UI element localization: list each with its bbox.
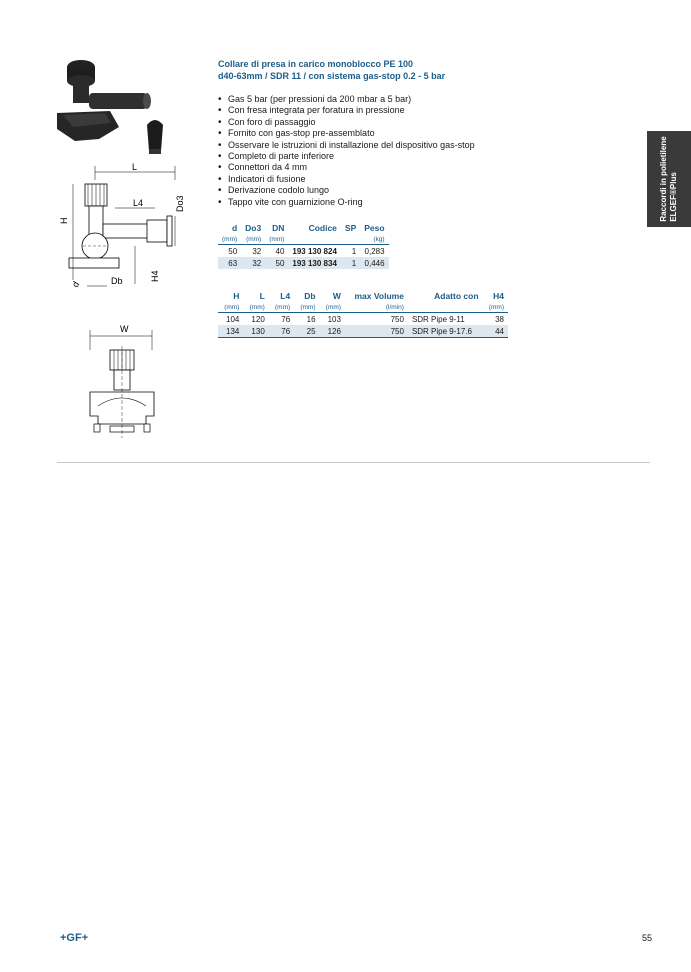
- page-number: 55: [641, 933, 652, 943]
- feature-item: • Indicatori di fusione: [218, 174, 578, 185]
- table-unit-row: [218, 234, 389, 245]
- unit-cell: (kg): [360, 234, 388, 245]
- dim-Db-label: Db: [111, 276, 123, 286]
- cell: 193 130 824: [292, 246, 337, 256]
- feature-item: • Osservare le istruzioni di installazione del dispositivo gas-stop: [218, 140, 578, 151]
- table-header-row: [218, 222, 389, 234]
- feature-item: • Connettori da 4 mm: [218, 162, 578, 173]
- dim-L-label: L: [132, 162, 138, 172]
- col-header-adatto-con: Adatto con: [434, 291, 479, 301]
- cell: 38: [495, 314, 504, 324]
- col-header-d: d: [231, 223, 238, 233]
- spec-table-codes: [218, 222, 389, 269]
- col-header-peso: Peso: [364, 223, 385, 233]
- feature-list: [218, 94, 578, 208]
- title-line-2: d40-63mm / SDR 11 / con sistema gas-stop 0.2 - 5 bar: [218, 71, 446, 81]
- cell: 130: [243, 325, 268, 338]
- feature-item: • Fornito con gas-stop pre-assemblato: [218, 128, 578, 139]
- col-header-w: W: [332, 291, 341, 301]
- col-header-codice: Codice: [308, 223, 337, 233]
- dim-H4-label: H4: [150, 270, 160, 282]
- cell: 126: [320, 325, 345, 338]
- cell: 750: [345, 325, 408, 338]
- dim-L4-label: L4: [133, 198, 144, 208]
- col-header-db: Db: [304, 291, 316, 301]
- table-row: [218, 257, 389, 269]
- col-header-do3: Do3: [245, 223, 262, 233]
- side-view-drawing: [55, 160, 185, 295]
- col-header-l4: L4: [280, 291, 291, 301]
- col-header-h: H: [233, 291, 240, 301]
- title-line-1: Collare di presa in carico monoblocco PE 100: [218, 59, 414, 69]
- cell: 134: [218, 325, 243, 338]
- col-header-max-volume: max Volume: [354, 291, 404, 301]
- dim-H-label: H: [59, 217, 69, 224]
- cell: 0,283: [364, 246, 385, 256]
- feature-item: • Completo di parte inferiore: [218, 151, 578, 162]
- cell: 76: [269, 325, 294, 338]
- cell: 103: [327, 314, 341, 324]
- cell: 76: [281, 314, 291, 324]
- cell: 44: [483, 325, 508, 338]
- cell: 1: [341, 257, 360, 269]
- side-tab-line-1: Raccordi in polietilene: [659, 136, 668, 222]
- section-side-tab: [647, 131, 691, 227]
- feature-item: • Derivazione codolo lungo: [218, 185, 578, 196]
- spec-table-dimensions: [218, 290, 508, 338]
- cell: 25: [294, 325, 319, 338]
- unit-cell: (mm): [241, 234, 265, 245]
- unit-cell: [408, 302, 483, 313]
- cell: 32: [252, 246, 262, 256]
- unit-cell: (mm): [218, 302, 243, 313]
- dim-W-label: W: [120, 324, 129, 334]
- unit-cell: [288, 234, 341, 245]
- cell: 104: [226, 314, 240, 324]
- unit-cell: (mm): [269, 302, 294, 313]
- feature-item: • Gas 5 bar (per pressioni da 200 mbar a 5 bar): [218, 94, 578, 105]
- table-header-row: [218, 290, 508, 302]
- feature-item: • Con fresa integrata per foratura in pressione: [218, 105, 578, 116]
- cell: 63: [218, 257, 241, 269]
- unit-cell: (mm): [320, 302, 345, 313]
- cell: 40: [275, 246, 285, 256]
- cell: 32: [241, 257, 265, 269]
- front-view-drawing: [80, 320, 160, 445]
- table-row: [218, 245, 389, 258]
- unit-cell: (mm): [243, 302, 268, 313]
- unit-cell: (mm): [294, 302, 319, 313]
- col-header-h4: H4: [493, 291, 504, 301]
- col-header-sp: SP: [344, 223, 357, 233]
- product-title: [218, 58, 578, 82]
- cell: 0,446: [360, 257, 388, 269]
- cell: SDR Pipe 9-17.6: [408, 325, 483, 338]
- cell: 50: [228, 246, 238, 256]
- side-tab-label: [659, 136, 679, 221]
- unit-cell: (mm): [218, 234, 241, 245]
- table-row: [218, 313, 508, 326]
- cell: SDR Pipe 9-11: [411, 314, 465, 324]
- feature-item: • Tappo vite con guarnizione O-ring: [218, 197, 578, 208]
- gf-logo: +GF+: [60, 932, 89, 944]
- unit-cell: [341, 234, 360, 245]
- unit-cell: (l/min): [345, 302, 408, 313]
- dim-Do3-label: Do3: [175, 195, 185, 212]
- table-row: [218, 325, 508, 338]
- col-header-l: L: [259, 291, 265, 301]
- product-photo: [55, 55, 175, 160]
- feature-item: • Con foro di passaggio: [218, 117, 578, 128]
- side-tab-line-2: ELGEF®Plus: [669, 172, 678, 222]
- unit-cell: (mm): [265, 234, 288, 245]
- cell: 120: [251, 314, 265, 324]
- col-header-dn: DN: [272, 223, 285, 233]
- dim-d-label: d: [70, 279, 82, 289]
- cell: 1: [351, 246, 357, 256]
- table-unit-row: [218, 302, 508, 313]
- cell: 193 130 834: [288, 257, 341, 269]
- cell: 750: [390, 314, 404, 324]
- unit-cell: (mm): [483, 302, 508, 313]
- cell: 16: [306, 314, 316, 324]
- cell: 50: [265, 257, 288, 269]
- section-divider: [57, 462, 650, 463]
